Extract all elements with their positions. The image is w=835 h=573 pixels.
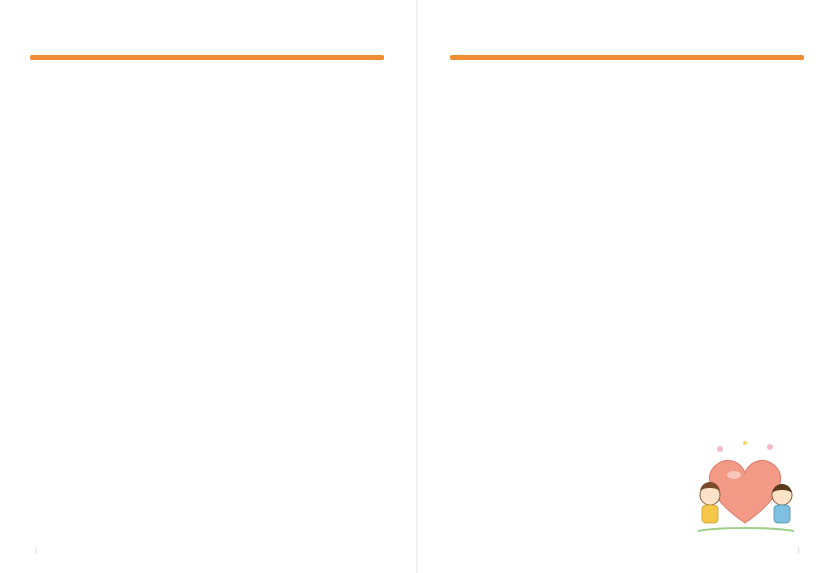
footer-left: | xyxy=(35,546,38,554)
children-heart-illustration xyxy=(690,435,800,535)
title-underline xyxy=(30,55,384,60)
date-underline xyxy=(450,55,804,60)
footer-right: | xyxy=(797,546,800,554)
left-page xyxy=(0,0,417,573)
